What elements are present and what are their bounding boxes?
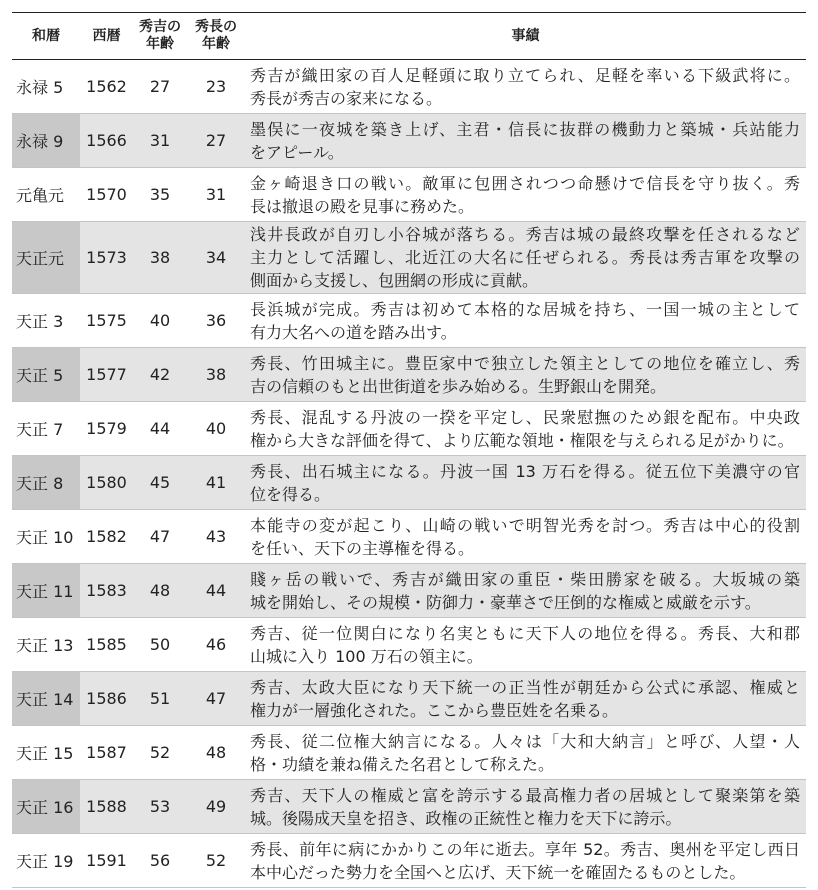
event-cell (245, 618, 806, 671)
event-line: 権力が一層強化された。ここから豊臣姓を名乗る。 (250, 700, 619, 720)
wareki-cell: 天正 8 (12, 456, 80, 509)
hidenaga-age-cell: 27 (187, 114, 245, 167)
event-line: 山城に入り 100 万石の領主に。 (250, 646, 483, 666)
event-line: 墨俣に一夜城を築き上げ、主君・信長に抜群の機動力と築城・兵站能力 (250, 119, 800, 139)
hidenaga-age-cell: 40 (205, 419, 227, 438)
table-row (12, 348, 806, 402)
table-row (12, 222, 806, 294)
hidenaga-age-cell: 48 (205, 743, 227, 762)
event-cell (245, 402, 806, 455)
event-line: 吉の信頼のもと出世街道を歩み始める。生野銀山を開発。 (250, 376, 667, 396)
hidenaga-age-cell: 43 (205, 527, 227, 546)
seireki-cell: 1562 (86, 77, 127, 96)
event-line: 浅井長政が自刃し小谷城が落ちる。秀吉は城の最終攻撃を任されるなど (250, 225, 800, 244)
hideyoshi-age-cell: 27 (149, 77, 171, 96)
hideyoshi-age-cell: 50 (149, 635, 171, 654)
hideyoshi-age-cell: 56 (149, 851, 171, 870)
event-cell (245, 222, 806, 293)
seireki-cell: 1579 (86, 419, 127, 438)
hidenaga-age-cell: 47 (187, 672, 245, 725)
wareki-cell: 天正 5 (12, 348, 80, 401)
header-events-label: 事績 (511, 27, 540, 44)
hidenaga-age-cell: 49 (187, 780, 245, 833)
event-line: 格・功績を兼ね備えた名君として称えた。 (250, 754, 555, 774)
wareki-cell: 天正元 (12, 222, 80, 293)
hideyoshi-age-cell: 42 (133, 348, 187, 401)
table-row (12, 618, 806, 672)
event-cell (245, 60, 806, 113)
hideyoshi-age-cell: 53 (133, 780, 187, 833)
event-line: 秀長、出石城主になる。丹波一国 13 万石を得る。従五位下美濃守の官 (250, 461, 800, 481)
hidenaga-age-cell: 52 (205, 851, 227, 870)
wareki-cell: 天正 7 (16, 420, 64, 439)
table-row (12, 114, 806, 168)
chronology-table (12, 12, 806, 888)
table-row (12, 726, 806, 780)
seireki-cell: 1585 (86, 635, 127, 654)
event-line: 賤ヶ岳の戦いで、秀吉が織田家の重臣・柴田勝家を破る。大坂城の築 (250, 569, 800, 589)
hideyoshi-age-cell: 45 (133, 456, 187, 509)
table-header-row (12, 13, 806, 60)
header-seireki (80, 13, 133, 59)
event-cell (245, 168, 806, 221)
hidenaga-age-cell: 36 (205, 311, 227, 330)
event-line: 秀吉、太政大臣になり天下統一の正当性が朝廷から公式に承認、権威と (250, 677, 800, 697)
event-line: 金ヶ崎退き口の戦い。敵軍に包囲されつつ命懸けで信長を守り抜く。秀 (250, 173, 800, 193)
event-line: を任い、天下の主導権を得る。 (250, 538, 475, 558)
seireki-cell: 1591 (86, 851, 127, 870)
table-row (12, 294, 806, 348)
seireki-cell: 1583 (80, 564, 133, 617)
hidenaga-age-cell: 41 (187, 456, 245, 509)
table-row (12, 564, 806, 618)
wareki-cell: 天正 15 (16, 744, 74, 763)
seireki-cell: 1580 (80, 456, 133, 509)
hideyoshi-age-cell: 48 (133, 564, 187, 617)
event-line: 秀長、従二位権大納言になる。人々は「大和大納言」と呼び、人望・人 (250, 731, 800, 751)
header-wareki-label: 和暦 (32, 27, 60, 44)
event-line: 秀吉が織田家の百人足軽頭に取り立てられ、足軽を率いる下級武将に。 (250, 65, 800, 85)
event-line: 本中心だった勢力を全国へと広げ、天下統一を確固たるものとした。 (250, 862, 746, 882)
header-hideyoshi-age-line2: 年齢 (146, 36, 174, 52)
hideyoshi-age-cell: 40 (149, 311, 171, 330)
seireki-cell: 1575 (86, 311, 127, 330)
event-cell (245, 456, 806, 509)
event-line: 長は撤退の殿を見事に務めた。 (250, 196, 475, 216)
event-line: 側面から支援し、包囲網の形成に貢献。 (250, 271, 539, 290)
header-hideyoshi-age (133, 13, 187, 59)
table-row (12, 510, 806, 564)
table-row (12, 168, 806, 222)
header-wareki (12, 13, 80, 59)
event-line: 本能寺の変が起こり、山崎の戦いで明智光秀を討つ。秀吉は中心的役割 (250, 515, 800, 535)
event-cell (245, 114, 806, 167)
event-line: 秀長、竹田城主に。豊臣家中で独立した領主としての地位を確立し、秀 (250, 353, 800, 373)
event-line: 長浜城が完成。秀吉は初めて本格的な居城を持ち、一国一城の主として (250, 299, 800, 319)
hideyoshi-age-cell: 52 (149, 743, 171, 762)
wareki-cell: 永禄 9 (12, 114, 80, 167)
hideyoshi-age-cell: 47 (149, 527, 171, 546)
event-line: 位を得る。 (250, 484, 331, 504)
header-seireki-label: 西暦 (92, 27, 121, 44)
seireki-cell: 1566 (80, 114, 133, 167)
table-row (12, 834, 806, 888)
event-line: 権から大きな評価を得て、より広範な領地・権限を与えられる足がかりに。 (250, 430, 794, 450)
seireki-cell: 1582 (86, 527, 127, 546)
header-hideyoshi-age-line1: 秀吉の (139, 19, 181, 35)
event-line: をアピール。 (250, 142, 344, 162)
hideyoshi-age-cell: 35 (149, 185, 171, 204)
hideyoshi-age-cell: 31 (133, 114, 187, 167)
hideyoshi-age-cell: 51 (133, 672, 187, 725)
event-line: 城。後陽成天皇を招き、政権の正統性と権力を天下に誇示。 (250, 808, 682, 828)
wareki-cell: 天正 16 (12, 780, 80, 833)
hidenaga-age-cell: 44 (187, 564, 245, 617)
event-cell (245, 564, 806, 617)
wareki-cell: 天正 10 (16, 528, 74, 547)
table-row (12, 456, 806, 510)
wareki-cell: 天正 3 (16, 312, 64, 331)
hidenaga-age-cell: 23 (205, 77, 227, 96)
header-hidenaga-age (187, 13, 245, 59)
seireki-cell: 1570 (86, 185, 127, 204)
wareki-cell: 天正 14 (12, 672, 80, 725)
seireki-cell: 1587 (86, 743, 127, 762)
table-row (12, 780, 806, 834)
event-cell (245, 294, 806, 347)
header-hidenaga-age-line2: 年齢 (202, 36, 230, 52)
hidenaga-age-cell: 46 (205, 635, 227, 654)
hidenaga-age-cell: 31 (205, 185, 227, 204)
hidenaga-age-cell: 38 (187, 348, 245, 401)
event-cell (245, 510, 806, 563)
hideyoshi-age-cell: 44 (149, 419, 171, 438)
event-cell (245, 726, 806, 779)
seireki-cell: 1588 (80, 780, 133, 833)
table-row (12, 672, 806, 726)
event-line: 秀吉、天下人の権威と富を誇示する最高権力者の居城として聚楽第を築 (250, 785, 800, 805)
event-cell (245, 780, 806, 833)
event-line: 有力大名への道を踏み出す。 (250, 322, 457, 342)
wareki-cell: 天正 13 (16, 636, 74, 655)
table-body (12, 60, 806, 888)
event-cell (245, 348, 806, 401)
event-line: 城を開始し、その規模・防御力・豪華さで圧倒的な権威と威厳を示す。 (250, 592, 761, 612)
table-row (12, 402, 806, 456)
header-hidenaga-age-line1: 秀長の (195, 19, 237, 35)
event-line: 主力として活躍し、北近江の大名に任ぜられる。秀長は秀吉軍を攻撃の (250, 248, 800, 267)
wareki-cell: 永禄 5 (16, 78, 64, 97)
event-line: 秀長、前年に病にかかりこの年に逝去。享年 52。秀吉、奥州を平定し西日 (250, 839, 800, 859)
event-line: 秀吉、従一位関白になり名実ともに天下人の地位を得る。秀長、大和郡 (250, 623, 800, 643)
seireki-cell: 1586 (80, 672, 133, 725)
table-row (12, 60, 806, 114)
seireki-cell: 1577 (80, 348, 133, 401)
hideyoshi-age-cell: 38 (133, 222, 187, 293)
header-events (245, 13, 806, 59)
event-cell (245, 834, 806, 887)
event-line: 秀長、混乱する丹波の一揆を平定し、民衆慰撫のため銀を配布。中央政 (250, 407, 800, 427)
wareki-cell: 天正 11 (12, 564, 80, 617)
seireki-cell: 1573 (80, 222, 133, 293)
hidenaga-age-cell: 34 (187, 222, 245, 293)
event-cell (245, 672, 806, 725)
wareki-cell: 元亀元 (16, 186, 65, 205)
event-line: 秀長が秀吉の家来になる。 (250, 88, 443, 108)
wareki-cell: 天正 19 (16, 852, 74, 871)
